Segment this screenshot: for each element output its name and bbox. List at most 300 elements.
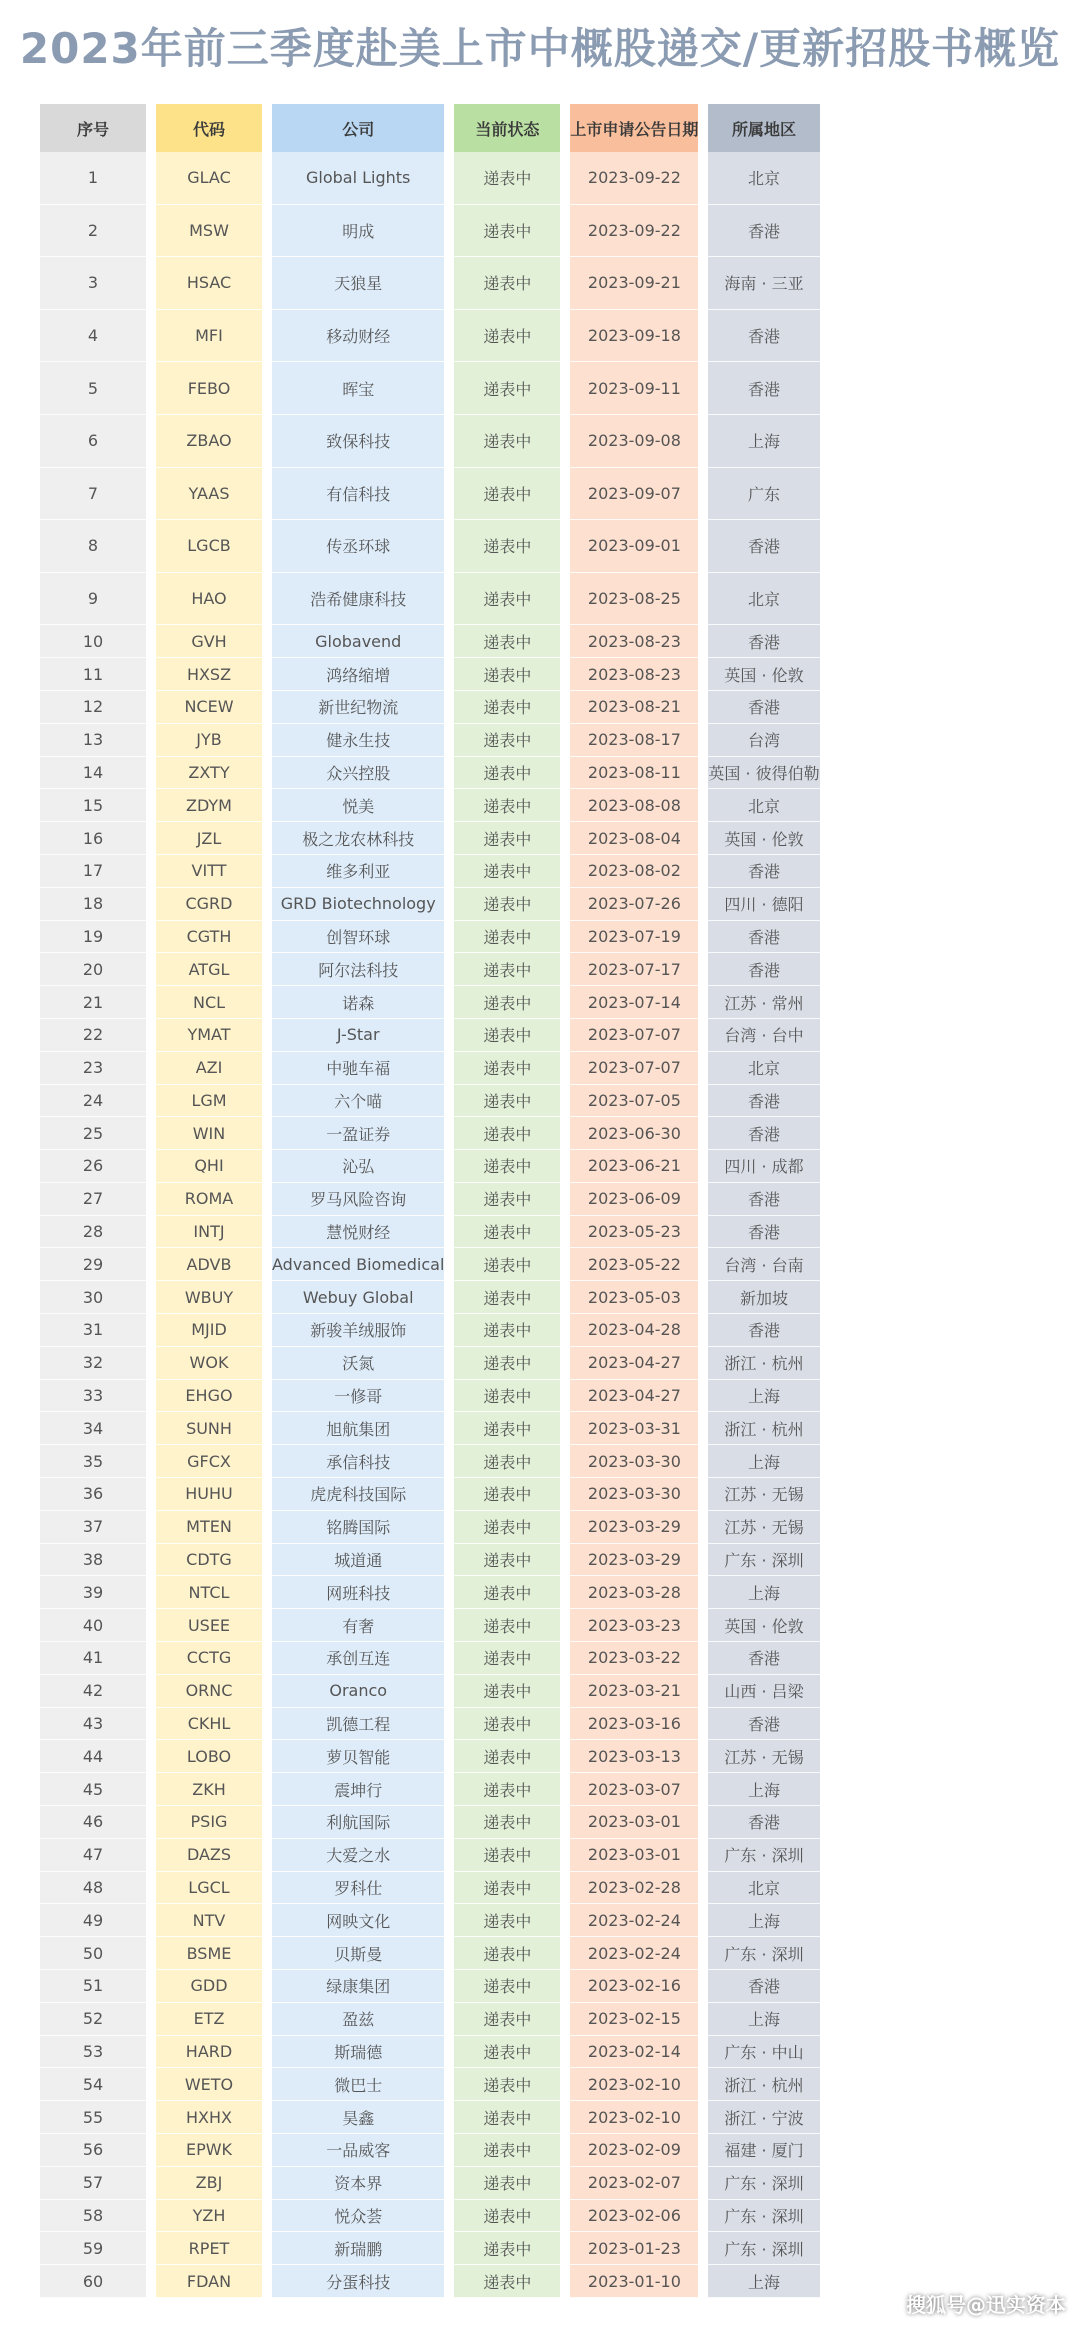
row-index: 16 xyxy=(40,822,146,855)
filing-date-cell: 2023-08-21 xyxy=(570,691,698,724)
ticker-cell: HARD xyxy=(156,2036,262,2069)
filings-table xyxy=(30,104,830,2298)
status-cell: 递表中 xyxy=(454,362,560,415)
status-cell: 递表中 xyxy=(454,1773,560,1806)
region-cell: 浙江 · 杭州 xyxy=(708,1347,819,1380)
status-cell: 递表中 xyxy=(454,573,560,626)
region-cell: 广东 · 深圳 xyxy=(708,1839,819,1872)
company-cell: 资本界 xyxy=(272,2167,444,2200)
ticker-cell: LGCB xyxy=(156,520,262,573)
ticker-cell: HXSZ xyxy=(156,658,262,691)
ticker-cell: YMAT xyxy=(156,1019,262,1052)
company-cell: 罗科仕 xyxy=(272,1872,444,1905)
row-index: 36 xyxy=(40,1478,146,1511)
ticker-cell: CGTH xyxy=(156,921,262,954)
filing-date-cell: 2023-03-07 xyxy=(570,1773,698,1806)
table-row xyxy=(40,415,820,468)
table-row xyxy=(40,2068,820,2101)
row-index: 51 xyxy=(40,1970,146,2003)
status-cell: 递表中 xyxy=(454,1216,560,1249)
row-index: 5 xyxy=(40,362,146,415)
row-index: 59 xyxy=(40,2232,146,2265)
region-cell: 上海 xyxy=(708,1576,819,1609)
table-header-row xyxy=(40,104,820,152)
region-cell: 香港 xyxy=(708,520,819,573)
filing-date-cell: 2023-03-28 xyxy=(570,1576,698,1609)
ticker-cell: NCL xyxy=(156,986,262,1019)
company-cell: 大爱之水 xyxy=(272,1839,444,1872)
filing-date-cell: 2023-09-21 xyxy=(570,257,698,310)
table-row xyxy=(40,1248,820,1281)
status-cell: 递表中 xyxy=(454,2003,560,2036)
table-row xyxy=(40,2101,820,2134)
region-cell: 香港 xyxy=(708,1806,819,1839)
row-index: 30 xyxy=(40,1281,146,1314)
row-index: 21 xyxy=(40,986,146,1019)
region-cell: 香港 xyxy=(708,1970,819,2003)
row-index: 17 xyxy=(40,855,146,888)
filing-date-cell: 2023-09-22 xyxy=(570,205,698,258)
region-cell: 广东 · 深圳 xyxy=(708,2200,819,2233)
filing-date-cell: 2023-03-16 xyxy=(570,1708,698,1741)
filing-date-cell: 2023-04-27 xyxy=(570,1380,698,1413)
filing-date-cell: 2023-07-07 xyxy=(570,1052,698,1085)
table-row xyxy=(40,1216,820,1249)
filing-date-cell: 2023-02-24 xyxy=(570,1937,698,1970)
company-cell: 铭腾国际 xyxy=(272,1511,444,1544)
row-index: 38 xyxy=(40,1544,146,1577)
filing-date-cell: 2023-07-07 xyxy=(570,1019,698,1052)
ticker-cell: WETO xyxy=(156,2068,262,2101)
filing-date-cell: 2023-08-23 xyxy=(570,625,698,658)
table-row xyxy=(40,1380,820,1413)
company-cell: 承信科技 xyxy=(272,1445,444,1478)
filing-date-cell: 2023-06-21 xyxy=(570,1150,698,1183)
table-row xyxy=(40,205,820,258)
company-cell: 鸿络缩增 xyxy=(272,658,444,691)
ticker-cell: LGCL xyxy=(156,1872,262,1905)
status-cell: 递表中 xyxy=(454,757,560,790)
table-row xyxy=(40,310,820,363)
ticker-cell: VITT xyxy=(156,855,262,888)
table-row xyxy=(40,953,820,986)
row-index: 29 xyxy=(40,1248,146,1281)
company-cell: 悦美 xyxy=(272,789,444,822)
ticker-cell: CKHL xyxy=(156,1708,262,1741)
table-row xyxy=(40,691,820,724)
filing-date-cell: 2023-03-13 xyxy=(570,1740,698,1773)
ticker-cell: MSW xyxy=(156,205,262,258)
header-region[interactable]: 所属地区 xyxy=(708,104,819,152)
status-cell: 递表中 xyxy=(454,658,560,691)
row-index: 23 xyxy=(40,1052,146,1085)
region-cell: 香港 xyxy=(708,625,819,658)
filing-date-cell: 2023-07-17 xyxy=(570,953,698,986)
page-title: 2023年前三季度赴美上市中概股递交/更新招股书概览 xyxy=(19,24,1061,73)
company-cell: Oranco xyxy=(272,1675,444,1708)
table-row xyxy=(40,1445,820,1478)
ticker-cell: ZXTY xyxy=(156,757,262,790)
region-cell: 英国 · 伦敦 xyxy=(708,658,819,691)
row-index: 9 xyxy=(40,573,146,626)
ticker-cell: MTEN xyxy=(156,1511,262,1544)
region-cell: 英国 · 伦敦 xyxy=(708,1609,819,1642)
status-cell: 递表中 xyxy=(454,1412,560,1445)
region-cell: 广东 · 深圳 xyxy=(708,2167,819,2200)
row-index: 49 xyxy=(40,1904,146,1937)
footer-watermark: 搜狐号@迅实资本 xyxy=(906,2293,1066,2317)
region-cell: 江苏 · 无锡 xyxy=(708,1511,819,1544)
status-cell: 递表中 xyxy=(454,1117,560,1150)
row-index: 24 xyxy=(40,1085,146,1118)
company-cell: 利航国际 xyxy=(272,1806,444,1839)
status-cell: 递表中 xyxy=(454,1347,560,1380)
table-row xyxy=(40,2232,820,2265)
filing-date-cell: 2023-09-18 xyxy=(570,310,698,363)
table-row xyxy=(40,468,820,521)
row-index: 4 xyxy=(40,310,146,363)
region-cell: 北京 xyxy=(708,1052,819,1085)
region-cell: 台湾 xyxy=(708,724,819,757)
filing-date-cell: 2023-06-30 xyxy=(570,1117,698,1150)
row-index: 57 xyxy=(40,2167,146,2200)
ticker-cell: FDAN xyxy=(156,2265,262,2298)
region-cell: 广东 · 中山 xyxy=(708,2036,819,2069)
ticker-cell: BSME xyxy=(156,1937,262,1970)
ticker-cell: RPET xyxy=(156,2232,262,2265)
filing-date-cell: 2023-07-19 xyxy=(570,921,698,954)
filing-date-cell: 2023-04-28 xyxy=(570,1314,698,1347)
region-cell: 四川 · 德阳 xyxy=(708,888,819,921)
row-index: 42 xyxy=(40,1675,146,1708)
company-cell: 网班科技 xyxy=(272,1576,444,1609)
table-row xyxy=(40,986,820,1019)
header-ticker[interactable]: 代码 xyxy=(156,104,262,152)
row-index: 47 xyxy=(40,1839,146,1872)
region-cell: 香港 xyxy=(708,691,819,724)
table-row xyxy=(40,257,820,310)
table-row xyxy=(40,757,820,790)
filing-date-cell: 2023-02-06 xyxy=(570,2200,698,2233)
table-row xyxy=(40,2265,820,2298)
table-row xyxy=(40,2003,820,2036)
status-cell: 递表中 xyxy=(454,2101,560,2134)
region-cell: 香港 xyxy=(708,1085,819,1118)
row-index: 34 xyxy=(40,1412,146,1445)
filing-date-cell: 2023-03-29 xyxy=(570,1511,698,1544)
company-cell: 健永生技 xyxy=(272,724,444,757)
status-cell: 递表中 xyxy=(454,415,560,468)
status-cell: 递表中 xyxy=(454,2167,560,2200)
row-index: 54 xyxy=(40,2068,146,2101)
row-index: 22 xyxy=(40,1019,146,1052)
region-cell: 山西 · 吕梁 xyxy=(708,1675,819,1708)
status-cell: 递表中 xyxy=(454,1806,560,1839)
company-cell: 城道通 xyxy=(272,1544,444,1577)
filing-date-cell: 2023-02-10 xyxy=(570,2101,698,2134)
table-row xyxy=(40,1675,820,1708)
ticker-cell: WIN xyxy=(156,1117,262,1150)
status-cell: 递表中 xyxy=(454,1740,560,1773)
status-cell: 递表中 xyxy=(454,1609,560,1642)
table-row xyxy=(40,1085,820,1118)
region-cell: 香港 xyxy=(708,1708,819,1741)
ticker-cell: ATGL xyxy=(156,953,262,986)
row-index: 13 xyxy=(40,724,146,757)
row-index: 18 xyxy=(40,888,146,921)
region-cell: 江苏 · 常州 xyxy=(708,986,819,1019)
filing-date-cell: 2023-02-16 xyxy=(570,1970,698,2003)
table-row xyxy=(40,1872,820,1905)
company-cell: 新世纪物流 xyxy=(272,691,444,724)
ticker-cell: ORNC xyxy=(156,1675,262,1708)
ticker-cell: MFI xyxy=(156,310,262,363)
region-cell: 北京 xyxy=(708,789,819,822)
filing-date-cell: 2023-08-02 xyxy=(570,855,698,888)
company-cell: Global Lights xyxy=(272,152,444,205)
status-cell: 递表中 xyxy=(454,468,560,521)
row-index: 53 xyxy=(40,2036,146,2069)
table-row xyxy=(40,625,820,658)
region-cell: 上海 xyxy=(708,2265,819,2298)
ticker-cell: SUNH xyxy=(156,1412,262,1445)
status-cell: 递表中 xyxy=(454,2200,560,2233)
company-cell: 分蛋科技 xyxy=(272,2265,444,2298)
status-cell: 递表中 xyxy=(454,822,560,855)
ticker-cell: HAO xyxy=(156,573,262,626)
company-cell: 旭航集团 xyxy=(272,1412,444,1445)
region-cell: 香港 xyxy=(708,1216,819,1249)
row-index: 6 xyxy=(40,415,146,468)
company-cell: 致保科技 xyxy=(272,415,444,468)
status-cell: 递表中 xyxy=(454,691,560,724)
region-cell: 上海 xyxy=(708,2003,819,2036)
table-row xyxy=(40,1609,820,1642)
row-index: 37 xyxy=(40,1511,146,1544)
region-cell: 广东 · 深圳 xyxy=(708,2232,819,2265)
table-row xyxy=(40,1937,820,1970)
company-cell: 移动财经 xyxy=(272,310,444,363)
table-row xyxy=(40,1970,820,2003)
filing-date-cell: 2023-08-17 xyxy=(570,724,698,757)
row-index: 3 xyxy=(40,257,146,310)
table-row xyxy=(40,1740,820,1773)
status-cell: 递表中 xyxy=(454,1675,560,1708)
header-filing-date[interactable]: 上市申请公告日期 xyxy=(570,104,698,152)
region-cell: 福建 · 厦门 xyxy=(708,2134,819,2167)
status-cell: 递表中 xyxy=(454,1576,560,1609)
status-cell: 递表中 xyxy=(454,1019,560,1052)
ticker-cell: HXHX xyxy=(156,2101,262,2134)
ticker-cell: USEE xyxy=(156,1609,262,1642)
ticker-cell: AZI xyxy=(156,1052,262,1085)
row-index: 2 xyxy=(40,205,146,258)
row-index: 28 xyxy=(40,1216,146,1249)
status-cell: 递表中 xyxy=(454,1970,560,2003)
company-cell: 沁弘 xyxy=(272,1150,444,1183)
ticker-cell: GLAC xyxy=(156,152,262,205)
ticker-cell: INTJ xyxy=(156,1216,262,1249)
row-index: 31 xyxy=(40,1314,146,1347)
status-cell: 递表中 xyxy=(454,1052,560,1085)
status-cell: 递表中 xyxy=(454,1872,560,1905)
status-cell: 递表中 xyxy=(454,257,560,310)
region-cell: 香港 xyxy=(708,1117,819,1150)
row-index: 35 xyxy=(40,1445,146,1478)
company-cell: 盈兹 xyxy=(272,2003,444,2036)
table-row xyxy=(40,1281,820,1314)
company-cell: 中驰车福 xyxy=(272,1052,444,1085)
region-cell: 广东 xyxy=(708,468,819,521)
region-cell: 英国 · 彼得伯勒 xyxy=(708,757,819,790)
ticker-cell: EPWK xyxy=(156,2134,262,2167)
company-cell: 一盈证券 xyxy=(272,1117,444,1150)
row-index: 41 xyxy=(40,1642,146,1675)
row-index: 56 xyxy=(40,2134,146,2167)
company-cell: 极之龙农林科技 xyxy=(272,822,444,855)
status-cell: 递表中 xyxy=(454,855,560,888)
filing-date-cell: 2023-03-01 xyxy=(570,1806,698,1839)
region-cell: 江苏 · 无锡 xyxy=(708,1478,819,1511)
table-row xyxy=(40,520,820,573)
header-company[interactable]: 公司 xyxy=(272,104,444,152)
company-cell: 虎虎科技国际 xyxy=(272,1478,444,1511)
row-index: 15 xyxy=(40,789,146,822)
filing-date-cell: 2023-02-15 xyxy=(570,2003,698,2036)
ticker-cell: GDD xyxy=(156,1970,262,2003)
status-cell: 递表中 xyxy=(454,310,560,363)
filing-date-cell: 2023-01-10 xyxy=(570,2265,698,2298)
filing-date-cell: 2023-05-22 xyxy=(570,1248,698,1281)
row-index: 27 xyxy=(40,1183,146,1216)
company-cell: 传丞环球 xyxy=(272,520,444,573)
row-index: 45 xyxy=(40,1773,146,1806)
table-row xyxy=(40,1642,820,1675)
row-index: 26 xyxy=(40,1150,146,1183)
row-index: 1 xyxy=(40,152,146,205)
company-cell: 创智环球 xyxy=(272,921,444,954)
company-cell: 贝斯曼 xyxy=(272,1937,444,1970)
company-cell: 明成 xyxy=(272,205,444,258)
ticker-cell: ADVB xyxy=(156,1248,262,1281)
ticker-cell: LOBO xyxy=(156,1740,262,1773)
ticker-cell: JYB xyxy=(156,724,262,757)
row-index: 12 xyxy=(40,691,146,724)
region-cell: 香港 xyxy=(708,362,819,415)
row-index: 48 xyxy=(40,1872,146,1905)
table-row xyxy=(40,152,820,205)
region-cell: 北京 xyxy=(708,1872,819,1905)
row-index: 33 xyxy=(40,1380,146,1413)
company-cell: 诺森 xyxy=(272,986,444,1019)
ticker-cell: NTV xyxy=(156,1904,262,1937)
table-row xyxy=(40,1576,820,1609)
row-index: 46 xyxy=(40,1806,146,1839)
ticker-cell: PSIG xyxy=(156,1806,262,1839)
ticker-cell: WBUY xyxy=(156,1281,262,1314)
table-row xyxy=(40,2036,820,2069)
ticker-cell: ZBAO xyxy=(156,415,262,468)
row-index: 8 xyxy=(40,520,146,573)
region-cell: 香港 xyxy=(708,310,819,363)
table-row xyxy=(40,855,820,888)
company-cell: 天狼星 xyxy=(272,257,444,310)
ticker-cell: DAZS xyxy=(156,1839,262,1872)
table-row xyxy=(40,1314,820,1347)
status-cell: 递表中 xyxy=(454,921,560,954)
status-cell: 递表中 xyxy=(454,1478,560,1511)
table-row xyxy=(40,2134,820,2167)
table-row xyxy=(40,2200,820,2233)
table-row xyxy=(40,822,820,855)
row-index: 55 xyxy=(40,2101,146,2134)
filing-date-cell: 2023-02-28 xyxy=(570,1872,698,1905)
filing-date-cell: 2023-05-23 xyxy=(570,1216,698,1249)
table-row xyxy=(40,1773,820,1806)
company-cell: 昊鑫 xyxy=(272,2101,444,2134)
status-cell: 递表中 xyxy=(454,1839,560,1872)
status-cell: 递表中 xyxy=(454,2068,560,2101)
table-row xyxy=(40,921,820,954)
status-cell: 递表中 xyxy=(454,1445,560,1478)
filing-date-cell: 2023-07-26 xyxy=(570,888,698,921)
table-row xyxy=(40,1904,820,1937)
row-index: 44 xyxy=(40,1740,146,1773)
region-cell: 香港 xyxy=(708,921,819,954)
filing-date-cell: 2023-03-21 xyxy=(570,1675,698,1708)
status-cell: 递表中 xyxy=(454,1544,560,1577)
region-cell: 台湾 · 台南 xyxy=(708,1248,819,1281)
header-index[interactable]: 序号 xyxy=(40,104,146,152)
header-status[interactable]: 当前状态 xyxy=(454,104,560,152)
table-row xyxy=(40,1347,820,1380)
company-cell: 阿尔法科技 xyxy=(272,953,444,986)
company-cell: 浩希健康科技 xyxy=(272,573,444,626)
table-row xyxy=(40,1806,820,1839)
ticker-cell: CCTG xyxy=(156,1642,262,1675)
filing-date-cell: 2023-08-11 xyxy=(570,757,698,790)
table-row xyxy=(40,573,820,626)
ticker-cell: ZDYM xyxy=(156,789,262,822)
table-row xyxy=(40,1117,820,1150)
filing-date-cell: 2023-09-07 xyxy=(570,468,698,521)
filing-date-cell: 2023-03-23 xyxy=(570,1609,698,1642)
filing-date-cell: 2023-02-07 xyxy=(570,2167,698,2200)
status-cell: 递表中 xyxy=(454,1085,560,1118)
company-cell: 慧悦财经 xyxy=(272,1216,444,1249)
table-row xyxy=(40,724,820,757)
status-cell: 递表中 xyxy=(454,1708,560,1741)
row-index: 10 xyxy=(40,625,146,658)
company-cell: 沃氮 xyxy=(272,1347,444,1380)
status-cell: 递表中 xyxy=(454,1150,560,1183)
table-row xyxy=(40,1183,820,1216)
ticker-cell: YAAS xyxy=(156,468,262,521)
ticker-cell: QHI xyxy=(156,1150,262,1183)
ticker-cell: GFCX xyxy=(156,1445,262,1478)
company-cell: 网映文化 xyxy=(272,1904,444,1937)
company-cell: 微巴士 xyxy=(272,2068,444,2101)
filing-date-cell: 2023-06-09 xyxy=(570,1183,698,1216)
status-cell: 递表中 xyxy=(454,625,560,658)
status-cell: 递表中 xyxy=(454,789,560,822)
status-cell: 递表中 xyxy=(454,2265,560,2298)
row-index: 58 xyxy=(40,2200,146,2233)
region-cell: 北京 xyxy=(708,573,819,626)
status-cell: 递表中 xyxy=(454,724,560,757)
filing-date-cell: 2023-08-04 xyxy=(570,822,698,855)
status-cell: 递表中 xyxy=(454,1314,560,1347)
